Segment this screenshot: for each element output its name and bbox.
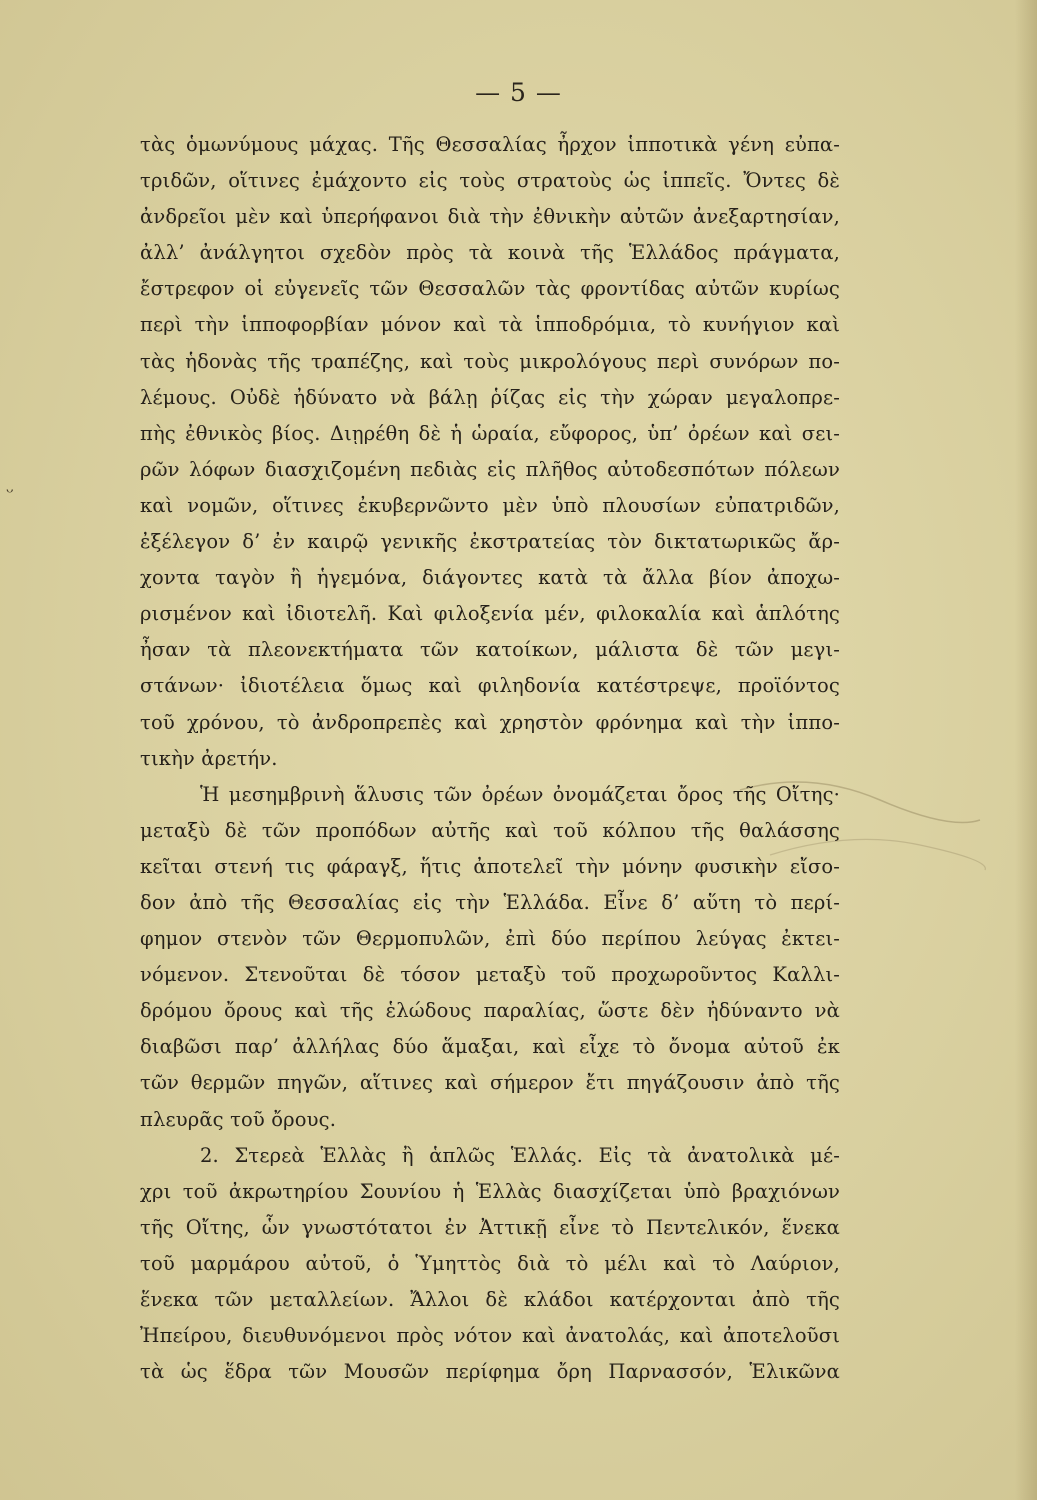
text-line: τῶν θερμῶν πηγῶν, αἵτινες καὶ σήμερον ἔτι πηγάζουσιν ἀπὸ τῆς (140, 1071, 840, 1095)
text-line: χοντα ταγὸν ἢ ἡγεμόνα, διάγοντες κατὰ τὰ ἄλλα βίον ἀποχω- (140, 566, 840, 590)
text-line: τῆς Οἴτης, ὧν γνωστότατοι ἐν Ἀττικῇ εἶνε τὸ Πεντελικόν, ἕνεκα (140, 1215, 840, 1239)
text-line: στάνων· ἰδιοτέλεια ὅμως καὶ φιληδονία κατέστρεψε, προϊόντος (140, 674, 840, 698)
text-line: ἐξέλεγον δ’ ἐν καιρῷ γενικῆς ἐκστρατείας τὸν δικτατωρικῶς ἄρ- (140, 530, 840, 554)
text-line: πὴς ἐθνικὸς βίος. Διῃρέθη δὲ ἡ ὡραία, εὔφορος, ὑπ’ ὀρέων καὶ σει- (140, 421, 840, 445)
text-line: τικὴν ἀρετήν. (140, 746, 278, 770)
text-line: ἀλλ’ ἀνάλγητοι σχεδὸν πρὸς τὰ κοινὰ τῆς Ἑλλάδος πράγματα, (140, 241, 840, 265)
text-line: τὰς ὁμωνύμους μάχας. Τῆς Θεσσαλίας ἦρχον ἱπποτικὰ γένη εὐπα- (140, 133, 840, 156)
text-line: λέμους. Οὐδὲ ἠδύνατο νὰ βάλῃ ῥίζας εἰς τὴν χώραν μεγαλοπρε- (140, 385, 840, 409)
text-line: ρισμένον καὶ ἰδιοτελῆ. Καὶ φιλοξενία μέν, φιλοκαλία καὶ ἁπλότης (140, 602, 840, 626)
margin-ink-mark: ᵕ (6, 480, 14, 504)
text-line: τὰ ὡς ἕδρα τῶν Μουσῶν περίφημα ὄρη Παρνασσόν, Ἑλικῶνα (140, 1360, 840, 1384)
text-line: ἕνεκα τῶν μεταλλείων. Ἄλλοι δὲ κλάδοι κατέρχονται ἀπὸ τῆς (140, 1288, 840, 1311)
text-line: καὶ νομῶν, οἵτινες ἐκυβερνῶντο μὲν ὑπὸ πλουσίων εὐπατριδῶν, (140, 493, 840, 517)
page-number: — 5 — (475, 78, 562, 107)
paragraph-start-line: Ἡ μεσημβρινὴ ἅλυσις τῶν ὀρέων ὀνομάζεται ὄρος τῆς Οἴτης· (200, 782, 840, 806)
body-text (140, 127, 840, 1390)
text-line: μεταξὺ δὲ τῶν προπόδων αὐτῆς καὶ τοῦ κόλπου τῆς θαλάσσης (140, 818, 840, 842)
text-line: δρόμου ὄρους καὶ τῆς ἑλώδους παραλίας, ὥστε δὲν ἠδύναντο νὰ (140, 999, 840, 1023)
text-line: τοῦ μαρμάρου αὐτοῦ, ὁ Ὑμηττὸς διὰ τὸ μέλι καὶ τὸ Λαύριον, (140, 1251, 840, 1275)
text-line: κεῖται στενή τις φάραγξ, ἥτις ἀποτελεῖ τὴν μόνην φυσικὴν εἴσο- (140, 854, 840, 878)
text-line: πλευρᾶς τοῦ ὄρους. (140, 1107, 337, 1131)
text-line: ἦσαν τὰ πλεονεκτήματα τῶν κατοίκων, μάλιστα δὲ τῶν μεγι- (140, 638, 840, 662)
text-line: διαβῶσι παρ’ ἀλλήλας δύο ἅμαξαι, καὶ εἶχε τὸ ὄνομα αὐτοῦ ἐκ (140, 1035, 840, 1059)
text-line: τριδῶν, οἵτινες ἐμάχοντο εἰς τοὺς στρατοὺς ὡς ἱππεῖς. Ὄντες δὲ (140, 169, 840, 193)
text-line: ρῶν λόφων διασχιζομένη πεδιὰς εἰς πλῆθος αὐτοδεσπότων πόλεων (140, 457, 840, 481)
text-line: δον ἀπὸ τῆς Θεσσαλίας εἰς τὴν Ἑλλάδα. Εἶνε δ’ αὕτη τὸ περί- (140, 890, 840, 914)
text-line: περὶ τὴν ἱπποφορβίαν μόνον καὶ τὰ ἱπποδρόμια, τὸ κυνήγιον καὶ (140, 313, 840, 337)
text-line: τὰς ἡδονὰς τῆς τραπέζης, καὶ τοὺς μικρολόγους περὶ συνόρων πο- (140, 349, 840, 373)
text-line: χρι τοῦ ἀκρωτηρίου Σουνίου ἡ Ἑλλὰς διασχίζεται ὑπὸ βραχιόνων (140, 1179, 840, 1203)
text-line: ἀνδρεῖοι μὲν καὶ ὑπερήφανοι διὰ τὴν ἐθνικὴν αὐτῶν ἀνεξαρτησίαν, (140, 205, 840, 229)
text-line: τοῦ χρόνου, τὸ ἀνδροπρεπὲς καὶ χρηστὸν φρόνημα καὶ τὴν ἱππο- (140, 710, 840, 734)
page-edge-shadow (1015, 0, 1037, 1500)
text-line: φημον στενὸν τῶν Θερμοπυλῶν, ἐπὶ δύο περίπου λεύγας ἐκτει- (140, 927, 840, 951)
text-line: νόμενον. Στενοῦται δὲ τόσον μεταξὺ τοῦ προχωροῦντος Καλλι- (140, 963, 840, 987)
text-line: Ἠπείρου, διευθυνόμενοι πρὸς νότον καὶ ἀνατολάς, καὶ ἀποτελοῦσι (140, 1324, 840, 1348)
text-line: ἔστρεφον οἱ εὐγενεῖς τῶν Θεσσαλῶν τὰς φροντίδας αὐτῶν κυρίως (140, 277, 840, 301)
section-heading-line: 2. Στερεὰ Ἑλλὰς ἢ ἁπλῶς Ἑλλάς. Εἰς τὰ ἀνατολικὰ μέ- (200, 1143, 840, 1167)
